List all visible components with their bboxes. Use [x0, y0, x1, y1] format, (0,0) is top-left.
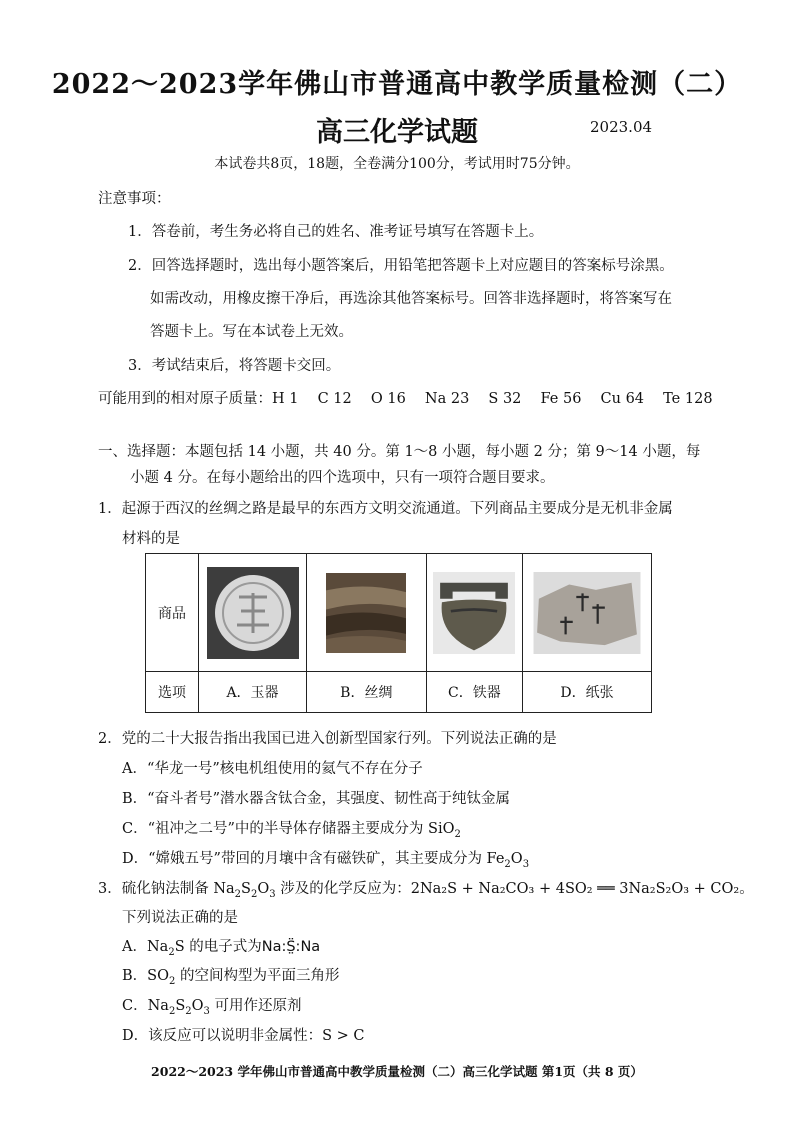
note-item: 答题卡上。写在本试卷上无效。: [150, 324, 353, 340]
note-item: 如需改动，用橡皮擦干净后，再选涂其他答案标号。回答非选择题时，将答案写在: [150, 291, 672, 307]
table-row-head: 商品: [146, 554, 199, 672]
section-heading-cont: 小题 4 分。在每小题给出的四个选项中，只有一项符合题目要求。: [130, 470, 555, 486]
option-d-label: D．纸张: [523, 672, 652, 713]
note-item: 1．答卷前，考生务必将自己的姓名、准考证号填写在答题卡上。: [128, 224, 544, 240]
paper-image: [532, 572, 642, 654]
jade-artifact-image: [207, 567, 299, 659]
exam-intro: 本试卷共8页，18题，全卷满分100分，考试用时75分钟。: [214, 156, 580, 172]
question-3-option-a: A．$Na_2S$ 的电子式为Na:S̤̈:Na: [122, 939, 321, 958]
question-2-option-a: A．“华龙一号”核电机组使用的氦气不存在分子: [122, 761, 423, 777]
page-footer: 2022～2023 学年佛山市普通高中教学质量检测（二）高三化学试题 第1页（共 8 页）: [151, 1064, 643, 1079]
question-3-stem-cont: 下列说法正确的是: [122, 910, 238, 926]
silk-image: [315, 573, 417, 653]
option-a-label: A．玉器: [199, 672, 307, 713]
question-2-option-c: C．“祖冲之二号”中的半导体存储器主要成分为 SiO$_2$: [122, 821, 461, 840]
electron-formula: Na:S̤̈:Na: [261, 939, 321, 955]
notes-heading: 注意事项：: [98, 191, 171, 207]
option-a-cell: [199, 554, 307, 672]
question-1-stem: 1．起源于西汉的丝绸之路是最早的东西方文明交流通道。下列商品主要成分是无机非金属: [98, 501, 673, 517]
option-b-label: B．丝绸: [307, 672, 427, 713]
table-row-head: 选项: [146, 672, 199, 713]
question-3-option-b: B．$SO_2$ 的空间构型为平面三角形: [122, 968, 340, 987]
exam-date: 2023.04: [590, 118, 653, 136]
note-item: 3．考试结束后，将答题卡交回。: [128, 358, 341, 374]
question-1-stem-cont: 材料的是: [122, 531, 180, 547]
question-3-option-c: C．$Na_2S_2O_3$ 可用作还原剂: [122, 998, 302, 1017]
option-b-cell: [307, 554, 427, 672]
question-2-option-b: B．“奋斗者号”潜水器含钛合金，其强度、韧性高于纯钛金属: [122, 791, 510, 807]
question-3-option-d: D．该反应可以说明非金属性：S > C: [122, 1028, 365, 1044]
question-2-option-d: D．“嫦娥五号”带回的月壤中含有磁铁矿，其主要成分为 $Fe_2O_3$: [122, 851, 530, 870]
note-item: 2．回答选择题时，选出每小题答案后，用铅笔把答题卡上对应题目的答案标号涂黑。: [128, 258, 674, 274]
exam-subtitle: 高三化学试题: [316, 117, 478, 148]
iron-artifact-image: [433, 565, 515, 661]
question-2-stem: 2．党的二十大报告指出我国已进入创新型国家行列。下列说法正确的是: [98, 731, 557, 747]
atomic-masses: 可能用到的相对原子质量：H 1 C 12 O 16 Na 23 S 32 Fe 56 Cu 64 Te 128: [98, 391, 713, 407]
option-c-label: C．铁器: [426, 672, 522, 713]
exam-title: 2022～2023学年佛山市普通高中教学质量检测（二）: [51, 69, 743, 100]
option-c-cell: [426, 554, 522, 672]
question-1-table: [145, 553, 652, 713]
section-heading: 一、选择题：本题包括 14 小题，共 40 分。第 1～8 小题，每小题 2 分；第 9～14 小题，每: [98, 444, 701, 460]
question-3-stem: 3．硫化钠法制备 $Na_2S_2O_3$ 涉及的化学反应为：2Na₂S + Na₂CO₃ + 4SO₂ ══ 3Na₂S₂O₃ + CO₂。: [98, 881, 754, 900]
reaction-equation: 2Na₂S + Na₂CO₃ + 4SO₂ ══ 3Na₂S₂O₃ + CO₂。: [410, 881, 754, 897]
option-d-cell: [523, 554, 652, 672]
